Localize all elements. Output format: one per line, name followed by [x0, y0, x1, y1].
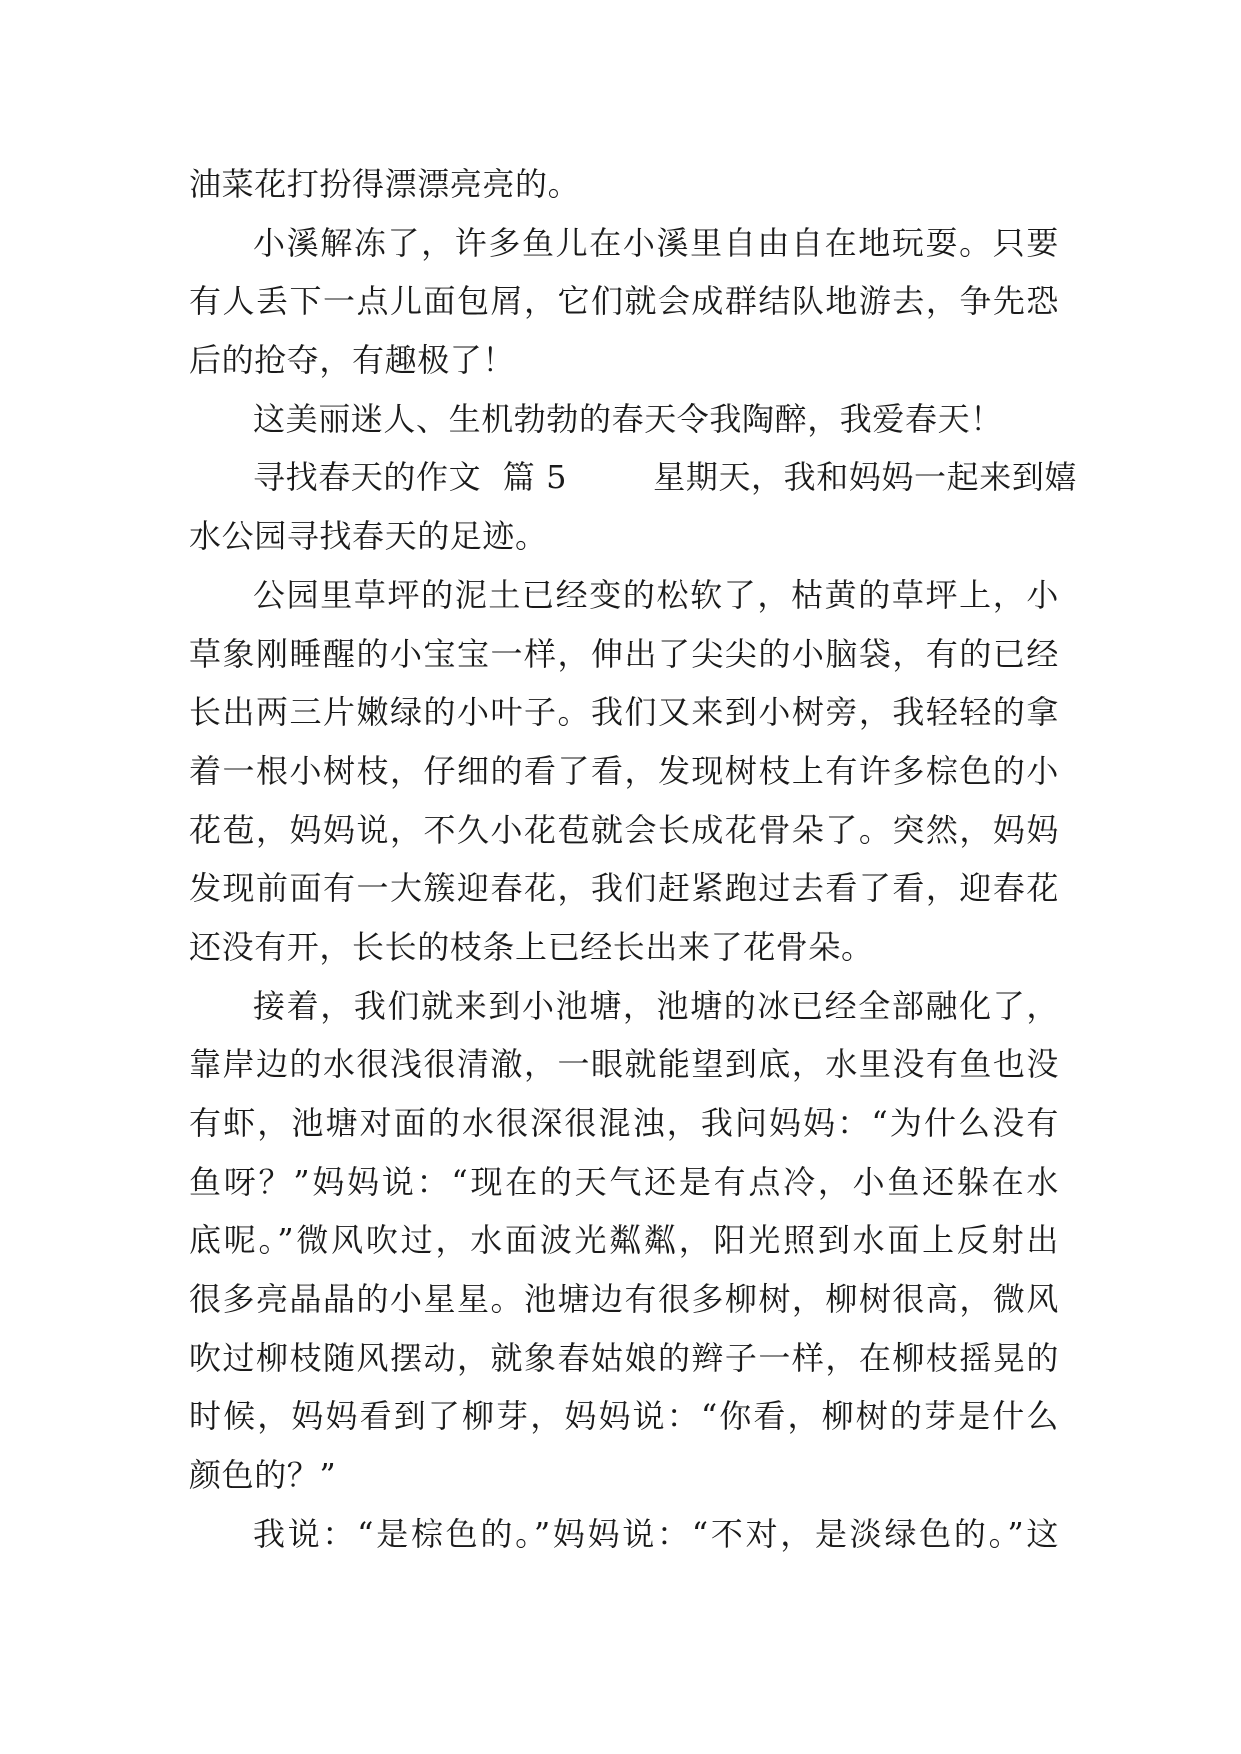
- text-line: 吹过柳枝随风摆动，就象春姑娘的辫子一样，在柳枝摇晃的: [189, 1338, 1059, 1377]
- text-line: 还没有开，长长的枝条上已经长出来了花骨朵。: [189, 927, 874, 966]
- text-line: 靠岸边的水很浅很清澈，一眼就能望到底，水里没有鱼也没: [189, 1045, 1059, 1084]
- text-line: 草象刚睡醒的小宝宝一样，伸出了尖尖的小脑袋，有的已经: [189, 634, 1059, 673]
- text-line: 花苞，妈妈说，不久小花苞就会长成花骨朵了。突然，妈妈: [189, 810, 1059, 849]
- text-line: 长出两三片嫩绿的小叶子。我们又来到小树旁，我轻轻的拿: [189, 693, 1059, 732]
- text-line: 时候，妈妈看到了柳芽，妈妈说：“你看，柳树的芽是什么: [189, 1397, 1059, 1436]
- text-line: 有虾，池塘对面的水很深很混浊，我问妈妈：“为什么没有: [189, 1104, 1059, 1142]
- text-line: 底呢。”微风吹过，水面波光粼粼，阳光照到水面上反射出: [189, 1221, 1059, 1260]
- text-line: 这美丽迷人、生机勃勃的春天令我陶醉，我爱春天！: [253, 399, 1003, 438]
- text-line: 水公园寻找春天的足迹。: [189, 517, 548, 556]
- text-line: 油菜花打扮得漂漂亮亮的。: [189, 165, 581, 203]
- text-line: 寻找春天的作文 篇 5 星期天，我和妈妈一起来到嬉: [253, 458, 1078, 497]
- text-line: 很多亮晶晶的小星星。池塘边有很多柳树，柳树很高，微风: [189, 1280, 1059, 1319]
- text-line: 我说：“是棕色的。”妈妈说：“不对，是淡绿色的。”这: [253, 1514, 1059, 1553]
- text-line: 小溪解冻了，许多鱼儿在小溪里自由自在地玩耍。只要: [253, 223, 1059, 262]
- text-line: 公园里草坪的泥土已经变的松软了，枯黄的草坪上，小: [253, 575, 1059, 614]
- text-line: 颜色的？”: [189, 1456, 337, 1495]
- text-line: 着一根小树枝，仔细的看了看，发现树枝上有许多棕色的小: [189, 751, 1059, 790]
- text-line: 有人丢下一点儿面包屑，它们就会成群结队地游去，争先恐: [189, 282, 1059, 321]
- text-line: 接着，我们就来到小池塘，池塘的冰已经全部融化了，: [253, 986, 1059, 1025]
- text-line: 鱼呀？”妈妈说：“现在的天气还是有点冷，小鱼还躲在水: [189, 1162, 1059, 1201]
- text-line: 发现前面有一大簇迎春花，我们赶紧跑过去看了看，迎春花: [189, 869, 1059, 908]
- essay-body: [189, 155, 1078, 1564]
- text-line: 后的抢夺，有趣极了！: [189, 341, 516, 380]
